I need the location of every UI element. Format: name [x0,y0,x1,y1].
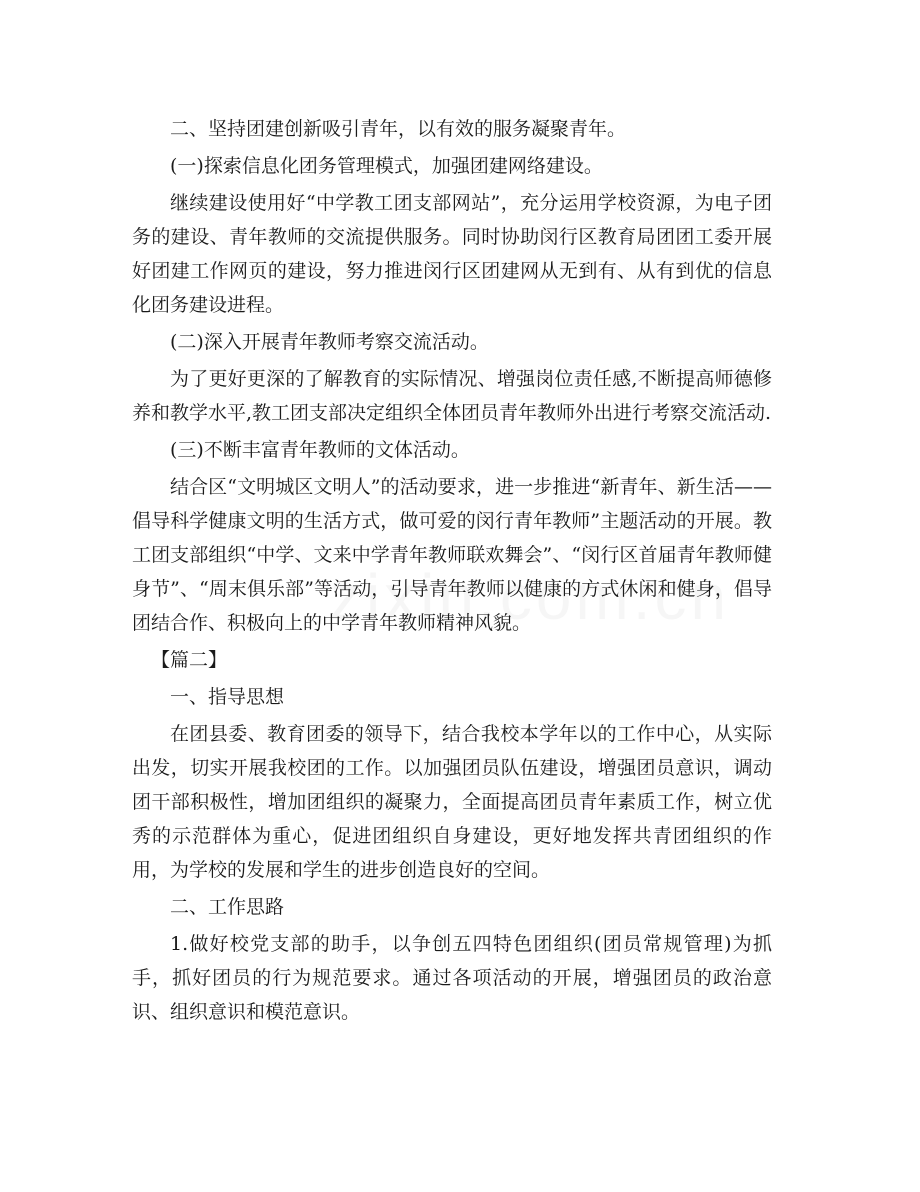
body-paragraph-work-item-1: 1.做好校党支部的助手，以争创五四特色团组织(团员常规管理)为抓手，抓好团员的行为规范要求。通过各项活动的开展，增强团员的政治意识、组织意识和模范意识。 [132,933,772,1023]
body-paragraph-exchange: 为了更好更深的了解教育的实际情况、增强岗位责任感,不断提高师德修养和教学水平,教工团支部决定组织全体团员青年教师外出进行考察交流活动. [132,368,772,424]
body-paragraph-activities: 结合区“文明城区文明人”的活动要求，进一步推进“新青年、新生活——倡导科学健康文明的生活方式，做可爱的闵行青年教师”主题活动的开展。教工团支部组织“中学、文来中学青年教师联欢舞会”、“闵行区首届青年教师健身节”、“周末俱乐部”等活动，引导青年教师以健康的方式休闲和健身，倡导团结合作、积极向上的中学青年教师精神风貌。 [132,476,772,634]
document-body [132,112,772,1032]
body-paragraph-website: 继续建设使用好“中学教工团支部网站”，充分运用学校资源，为电子团务的建设、青年教师的交流提供服务。同时协助闵行区教育局团团工委开展好团建工作网页的建设，努力推进闵行区团建网从无到有、从有到优的信息化团务建设进程。 [132,192,772,316]
subsection-heading-2: (二)深入开展青年教师考察交流活动。 [170,331,489,353]
subsection-heading-3: (三)不断丰富青年教师的文体活动。 [170,439,470,461]
work-ideas-heading: 二、工作思路 [170,896,285,918]
section-heading-2: 二、坚持团建创新吸引青年，以有效的服务凝聚青年。 [170,118,627,140]
subsection-heading-1: (一)探索信息化团务管理模式，加强团建网络建设。 [170,155,603,177]
guiding-ideology-heading: 一、指导思想 [170,686,285,708]
part-two-marker: 【篇二】 [151,649,228,671]
body-paragraph-guiding: 在团县委、教育团委的领导下，结合我校本学年以的工作中心，从实际出发，切实开展我校团的工作。以加强团员队伍建设，增强团员意识，调动团干部积极性，增加团组织的凝聚力，全面提高团员青年素质工作，树立优秀的示范群体为重心，促进团组织自身建设，更好地发挥共青团组织的作用，为学校的发展和学生的进步创造良好的空间。 [132,723,772,881]
